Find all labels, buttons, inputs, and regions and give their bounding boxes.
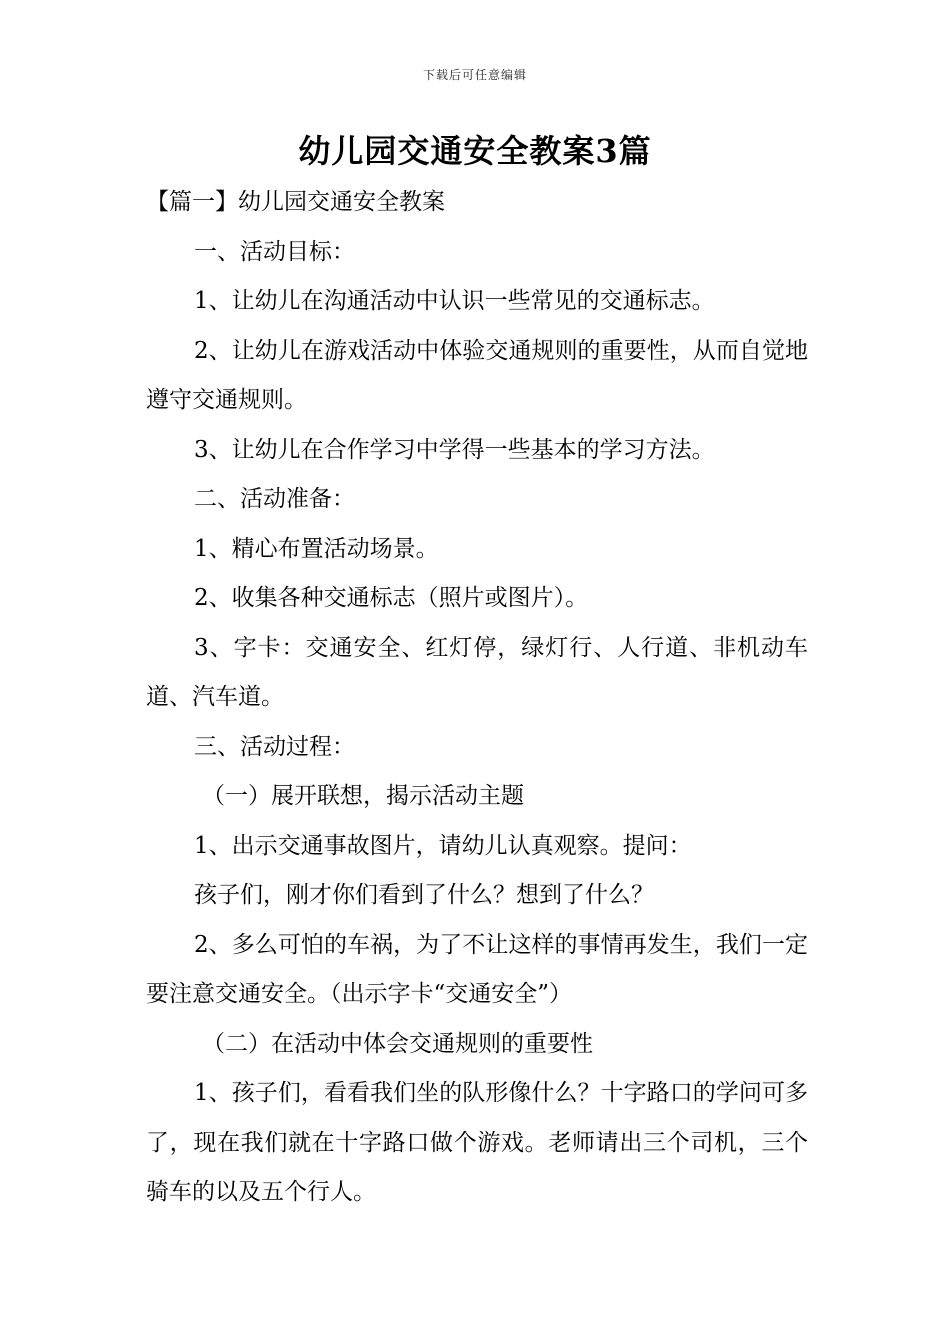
paragraph: 3、字卡：交通安全、红灯停，绿灯行、人行道、非机动车道、汽车道。 [146,634,808,710]
section-heading-goals: 一、活动目标： [194,238,355,265]
paragraph: 2、收集各种交通标志（照片或图片）。 [194,585,589,611]
paragraph: 孩子们，刚才你们看到了什么？想到了什么？ [194,882,654,908]
document-title: 幼儿园交通安全教案3篇 [298,132,652,170]
header-note: 下载后可任意编辑 [422,68,527,82]
paragraph: 1、让幼儿在沟通活动中认识一些常见的交通标志。 [194,288,715,314]
section-heading-process: 三、活动过程： [194,733,355,760]
paragraph: 2、多么可怕的车祸，为了不让这样的事情再发生，我们一定要注意交通安全。（出示字卡“交通安全”） [146,931,808,1007]
paragraph: 2、让幼儿在游戏活动中体验交通规则的重要性，从而自觉地遵守交通规则。 [146,337,808,413]
paragraph: 1、孩子们，看看我们坐的队形像什么？十字路口的学问可多了，现在我们就在十字路口做个游戏。老师请出三个司机，三个骑车的以及五个行人。 [146,1080,808,1205]
paragraph: 3、让幼儿在合作学习中学得一些基本的学习方法。 [194,436,715,463]
section-heading-preparation: 二、活动准备： [194,486,355,512]
paragraph: 1、出示交通事故图片，请幼儿认真观察。提问： [194,832,692,859]
subsection-heading: （一）展开联想，揭示活动主题 [202,783,524,809]
document-body [146,178,808,1218]
paragraph: 1、精心布置活动场景。 [194,535,439,562]
part-heading: 【篇一】幼儿园交通安全教案 [146,189,445,215]
subsection-heading: （二）在活动中体会交通规则的重要性 [202,1030,593,1057]
